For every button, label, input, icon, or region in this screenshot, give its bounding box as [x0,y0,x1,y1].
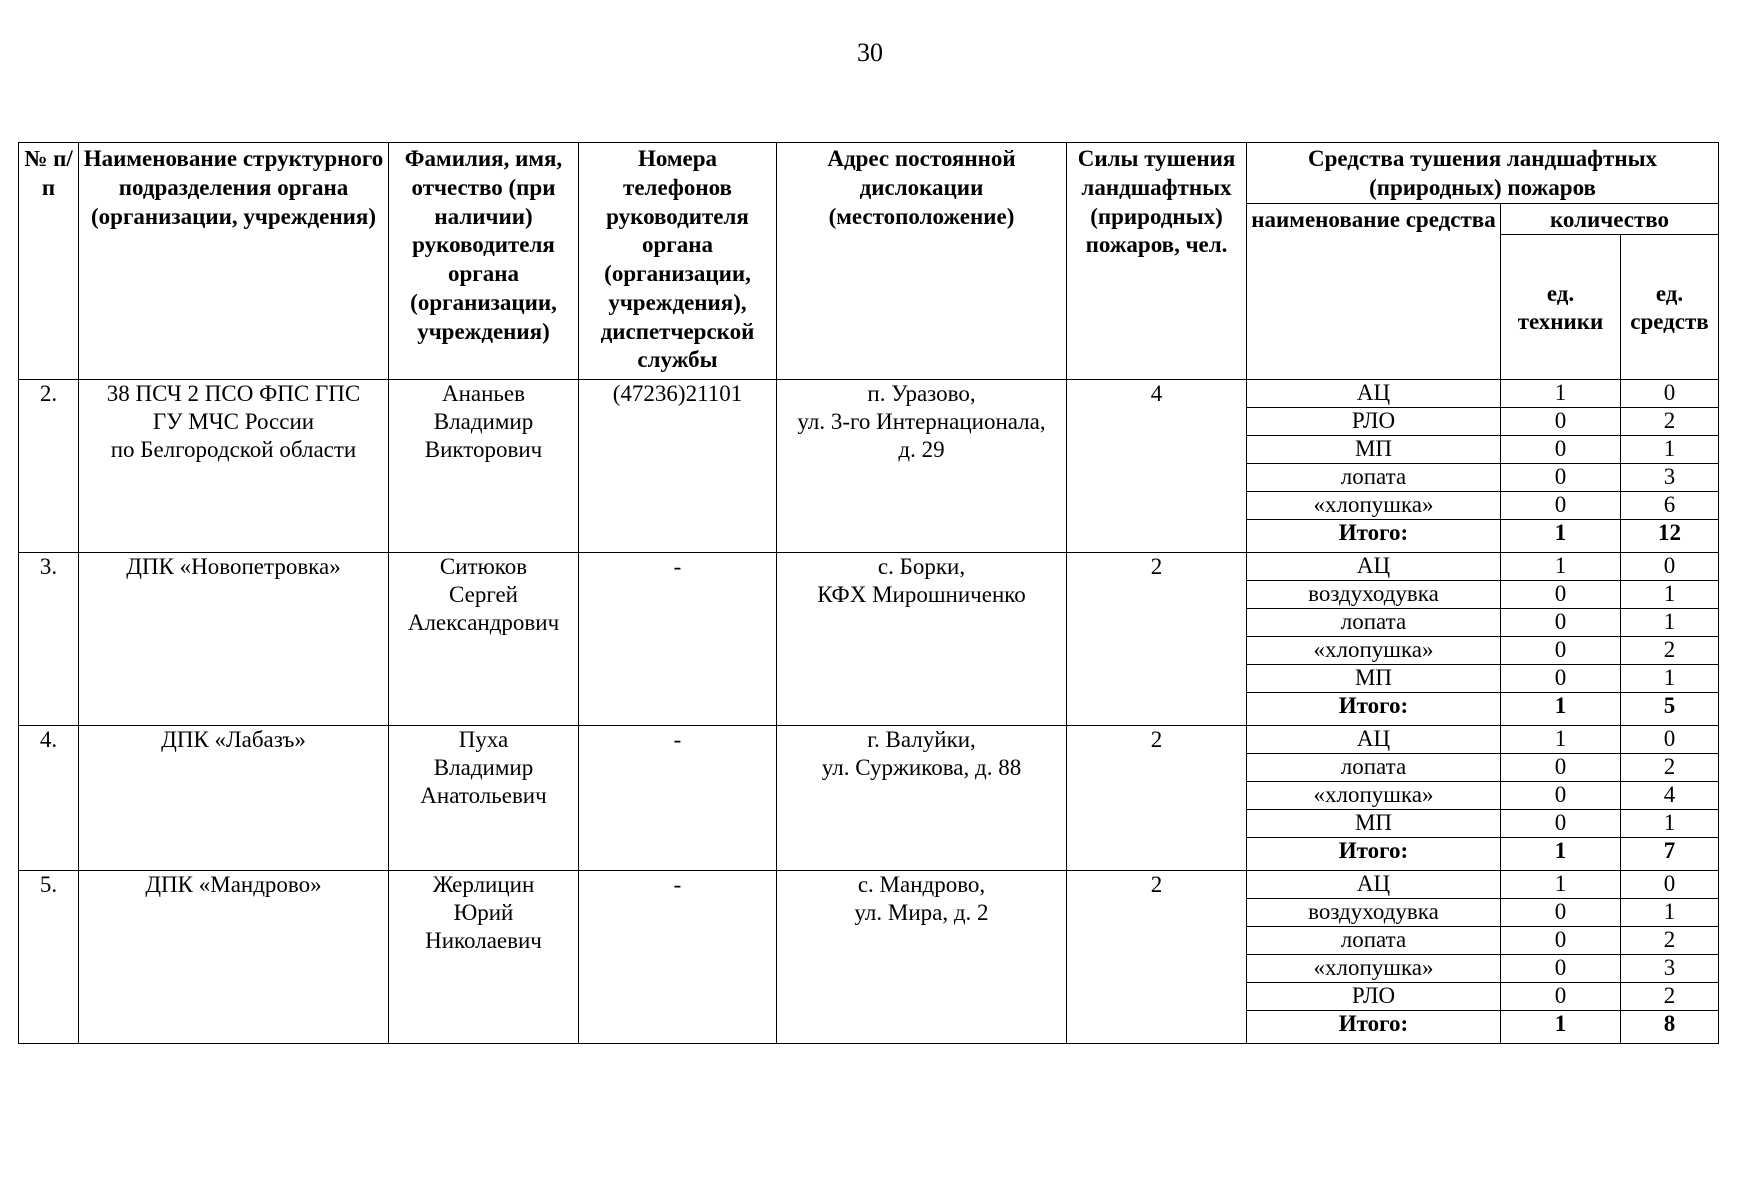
header-head: Фамилия, имя, отчество (при наличии) руководителя органа (организации, учреждения) [389,143,579,380]
table-row [19,553,1719,581]
equipment-name: «хлопушка» [1247,955,1501,983]
equipment-means-qty: 3 [1621,955,1719,983]
equipment-name: АЦ [1247,871,1501,899]
header-means: Средства тушения ландшафтных (природных) пожаров [1247,143,1719,204]
equipment-name: лопата [1247,464,1501,492]
equipment-name: лопата [1247,609,1501,637]
equipment-tech-qty: 1 [1501,726,1621,754]
unit-name-line: 38 ПСЧ 2 ПСО ФПС ГПС [106,381,361,407]
address [777,553,1067,726]
table-row [19,726,1719,754]
equipment-name: МП [1247,665,1501,693]
unit-name [79,380,389,553]
header-num: № п/п [19,143,79,380]
head-name-line: Сергей [449,582,518,608]
equipment-tech-qty: 0 [1501,754,1621,782]
unit-name [79,726,389,871]
head-name-line: Ананьев [442,381,525,407]
equipment-tech-qty: 0 [1501,436,1621,464]
total-tech-qty: 1 [1501,520,1621,553]
total-means-qty: 8 [1621,1011,1719,1044]
equipment-tech-qty: 0 [1501,810,1621,838]
fire-forces-table [18,142,1719,1044]
equipment-means-qty: 1 [1621,581,1719,609]
equipment-name: РЛО [1247,983,1501,1011]
forces-count: 2 [1067,871,1247,1044]
row-number: 5. [19,871,79,1044]
equipment-means-qty: 1 [1621,810,1719,838]
table-row [19,380,1719,408]
head-name-line: Владимир [433,409,534,435]
equipment-name: лопата [1247,754,1501,782]
total-label: Итого: [1247,1011,1501,1044]
equipment-tech-qty: 0 [1501,665,1621,693]
equipment-name: лопата [1247,927,1501,955]
equipment-name: АЦ [1247,380,1501,408]
forces-count: 2 [1067,553,1247,726]
equipment-tech-qty: 1 [1501,871,1621,899]
phone: (47236)21101 [579,380,777,553]
unit-name-line: по Белгородской области [110,437,357,463]
equipment-tech-qty: 0 [1501,408,1621,436]
head-name [389,871,579,1044]
table-header [19,143,1719,380]
head-name-line: Анатольевич [420,783,547,809]
head-name-line: Ситюков [439,554,528,580]
address-line: ул. 3-го Интернационала, [797,409,1046,435]
equipment-means-qty: 2 [1621,408,1719,436]
header-forces: Силы тушения ландшафтных (природных) пожаров, чел. [1067,143,1247,380]
total-means-qty: 12 [1621,520,1719,553]
table-row [19,871,1719,899]
equipment-tech-qty: 0 [1501,464,1621,492]
equipment-tech-qty: 0 [1501,581,1621,609]
head-name-line: Владимир [433,755,534,781]
total-tech-qty: 1 [1501,838,1621,871]
equipment-tech-qty: 1 [1501,553,1621,581]
address [777,871,1067,1044]
equipment-tech-qty: 0 [1501,637,1621,665]
equipment-name: воздуходувка [1247,899,1501,927]
equipment-means-qty: 4 [1621,782,1719,810]
table-body [19,380,1719,1044]
header-quantity: количество [1501,203,1719,235]
address-line: с. Мандрово, [857,872,986,898]
unit-name-line: ДПК «Лабазъ» [161,727,306,753]
address [777,380,1067,553]
equipment-name: «хлопушка» [1247,492,1501,520]
head-name [389,553,579,726]
unit-name-line: ДПК «Мандрово» [145,872,322,898]
total-label: Итого: [1247,520,1501,553]
equipment-tech-qty: 0 [1501,609,1621,637]
address-line: ул. Суржикова, д. 88 [821,755,1022,781]
row-number: 3. [19,553,79,726]
forces-count: 2 [1067,726,1247,871]
phone: - [579,726,777,871]
equipment-name: РЛО [1247,408,1501,436]
row-number: 2. [19,380,79,553]
total-label: Итого: [1247,838,1501,871]
equipment-means-qty: 0 [1621,726,1719,754]
address-line: КФХ Мирошниченко [817,582,1026,608]
equipment-means-qty: 0 [1621,871,1719,899]
equipment-means-qty: 1 [1621,899,1719,927]
equipment-name: АЦ [1247,726,1501,754]
equipment-name: «хлопушка» [1247,782,1501,810]
head-name-line: Пуха [458,727,509,753]
equipment-tech-qty: 0 [1501,927,1621,955]
address-line: ул. Мира, д. 2 [854,900,989,926]
equipment-tech-qty: 1 [1501,380,1621,408]
equipment-name: АЦ [1247,553,1501,581]
equipment-means-qty: 0 [1621,380,1719,408]
head-name-line: Викторович [424,437,543,463]
row-number: 4. [19,726,79,871]
head-name-line: Жерлицин [432,872,535,898]
header-unit: Наименование структурного подразделения органа (организации, учреждения) [79,143,389,380]
phone: - [579,871,777,1044]
address-line: с. Борки, [877,554,966,580]
header-means-name: наименование средства [1247,203,1501,380]
header-qty-means: ед. средств [1621,235,1719,380]
unit-name-line: ДПК «Новопетровка» [126,554,341,580]
header-address: Адрес постоянной дислокации (местоположение) [777,143,1067,380]
head-name [389,726,579,871]
head-name-line: Александрович [407,610,560,636]
equipment-means-qty: 2 [1621,637,1719,665]
unit-name [79,871,389,1044]
unit-name-line: ГУ МЧС России [152,409,315,435]
address-line: п. Уразово, [867,381,976,407]
equipment-tech-qty: 0 [1501,782,1621,810]
header-qty-tech: ед. техники [1501,235,1621,380]
head-name-line: Юрий [453,900,514,926]
address [777,726,1067,871]
equipment-means-qty: 1 [1621,609,1719,637]
total-tech-qty: 1 [1501,693,1621,726]
total-label: Итого: [1247,693,1501,726]
equipment-means-qty: 6 [1621,492,1719,520]
equipment-means-qty: 0 [1621,553,1719,581]
equipment-means-qty: 2 [1621,983,1719,1011]
equipment-means-qty: 1 [1621,436,1719,464]
head-name-line: Николаевич [425,928,542,954]
address-line: г. Валуйки, [867,727,976,753]
equipment-tech-qty: 0 [1501,492,1621,520]
equipment-name: МП [1247,810,1501,838]
head-name [389,380,579,553]
equipment-tech-qty: 0 [1501,899,1621,927]
phone: - [579,553,777,726]
total-tech-qty: 1 [1501,1011,1621,1044]
header-phones: Номера телефонов руководителя органа (организации, учреждения), диспетчерской службы [579,143,777,380]
page-number: 30 [857,38,883,67]
total-means-qty: 7 [1621,838,1719,871]
equipment-means-qty: 1 [1621,665,1719,693]
equipment-name: МП [1247,436,1501,464]
address-line: д. 29 [898,437,945,463]
equipment-means-qty: 2 [1621,927,1719,955]
forces-count: 4 [1067,380,1247,553]
equipment-name: «хлопушка» [1247,637,1501,665]
unit-name [79,553,389,726]
equipment-means-qty: 2 [1621,754,1719,782]
equipment-means-qty: 3 [1621,464,1719,492]
equipment-name: воздуходувка [1247,581,1501,609]
equipment-tech-qty: 0 [1501,983,1621,1011]
equipment-tech-qty: 0 [1501,955,1621,983]
total-means-qty: 5 [1621,693,1719,726]
